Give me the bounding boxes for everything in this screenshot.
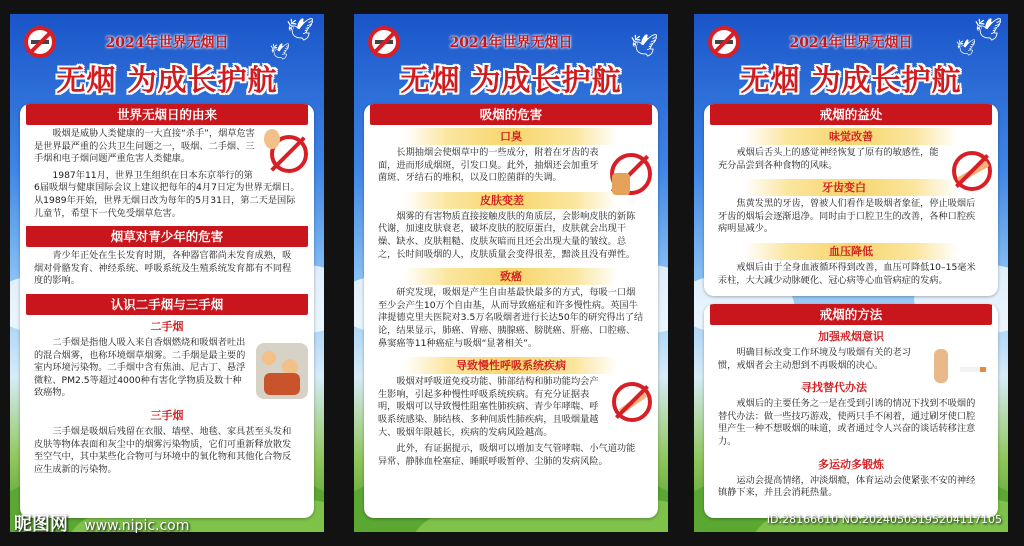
paragraph: 研究发现，吸烟是产生自由基最快最多的方式，每吸一口烟至少会产生10万个自由基，从而导致癌症和许多慢性病。英国牛津提德克里夫医院对3.5万名吸烟者进行长达50年的研究得出了结论，结果显示，肺癌、胃癌、胰腺癌、膀胱癌、肝癌、口腔癌、鼻窦癌等11种癌症与吸烟“显著相关”。 — [378, 287, 644, 349]
poster-panel-2 — [354, 14, 668, 532]
poster-headline: 无烟 为成长护航 — [740, 63, 962, 97]
paragraph: 1987年11月，世界卫生组织在日本东京举行的第6届吸烟与健康国际会议上建议把每年的4月7日定为世界无烟日。从1989年开始，世界无烟日改为每年的5月31日，第二天是国际儿童节，希望下一代免受烟草危害。 — [34, 169, 300, 219]
section-title: 世界无烟日的由来 — [26, 104, 308, 125]
image-id: ID:28166610 NO:20240503195204117105 — [766, 513, 1002, 526]
paragraph: 此外，有证据提示，吸烟可以增加支气管哮喘、小气道功能异常、静脉血栓塞症、睡眠呼吸暂停、尘肺的发病风险。 — [378, 443, 636, 467]
subsection-title: 牙齿变白 — [744, 179, 958, 196]
poster-panel-3 — [694, 14, 1008, 532]
year-line: 2024年世界无烟日 — [449, 35, 573, 51]
paragraph: 烟雾的有害物质直接接触皮肤的角质层，会影响皮肤的新陈代谢，加速皮肤衰老，破坏皮肤的胶原蛋白，皮肤就会出现干燥、缺水、皮肤粗糙、皮肤灰暗而且还会出现大量的皱纹。总之，长时间吸烟的人，皮肤质量会变得很差，黯淡且没有弹性。 — [378, 210, 636, 260]
subsection-title: 多运动多锻炼 — [818, 457, 884, 471]
poster-headline: 无烟 为成长护航 — [56, 63, 278, 97]
section-title: 吸烟的危害 — [370, 104, 652, 125]
content-card — [704, 104, 998, 296]
paragraph: 吸烟对呼吸道免疫功能、肺部结构和肺功能均会产生影响，引起多种慢性呼吸系统疾病。有充分证据表明，吸烟可以导致慢性阻塞性肺疾病、青少年哮喘、呼吸系统感染、肺结核、多种间质性肺疾病，且吸烟量越大、吸烟年限越长，疾病的发病风险越高。 — [378, 376, 599, 438]
paragraph: 三手烟是吸烟后残留在衣服、墙壁、地毯、家具甚至头发和皮肤等物体表面和灰尘中的烟雾污染物质，它们可重新释放散发至空气中，其中某些化合物可与环境中的氧化物和其他化合物反应生成新的污染物。 — [34, 425, 292, 475]
subsection-title: 三手烟 — [150, 408, 184, 422]
dove-icon: 🕊 — [630, 34, 658, 59]
no-smoking-illustration — [606, 149, 656, 199]
paragraph: 长期抽烟会使烟草中的一些成分，附着在牙齿的表面，进而形成烟斑，引发口臭。此外，抽烟还会加重牙菌斑、牙结石的堆积，以及口腔菌群的失调。 — [378, 147, 599, 184]
subsection-title: 皮肤变差 — [404, 192, 618, 209]
subsection-title: 加强戒烟意识 — [818, 330, 884, 343]
subsection-title: 导致慢性呼吸系统疾病 — [404, 357, 618, 374]
paragraph: 明确目标改变工作环境及与吸烟有关的老习惯，戒烟者会主动想到不再吸烟的决心。 — [718, 347, 911, 371]
watermark — [14, 510, 189, 536]
content-card — [704, 304, 998, 518]
smoke-family-illustration — [252, 339, 312, 403]
watermark-logo: 昵图网 — [14, 514, 68, 535]
dove-icon: 🕊 — [974, 18, 1002, 43]
dove-icon: 🕊 — [270, 42, 291, 61]
dove-icon: 🕊 — [286, 18, 314, 43]
paragraph: 二手烟是指他人吸入来自香烟燃烧和吸烟者吐出的混合烟雾，也称环境烟草烟雾。二手烟是最主要的室内环境污染物。二手烟中含有焦油、尼古丁、悬浮微粒、PM2.5等超过4000种有害化学物质及数十种致癌物。 — [34, 336, 246, 399]
section-title: 认识二手烟与三手烟 — [26, 294, 308, 315]
poster-headline: 无烟 为成长护航 — [400, 63, 622, 97]
subsection-title: 致癌 — [404, 268, 618, 285]
hand-refusing-cigarette-illustration — [930, 349, 996, 389]
no-smoking-illustration — [950, 149, 996, 193]
poster-panel-1 — [10, 14, 324, 532]
paragraph: 戒烟后舌头上的感觉神经恢复了原有的敏感性，能充分品尝到各种食物的风味。 — [718, 147, 939, 171]
paragraph: 运动会提高情绪，冲淡烟瘾，体育运动会使紧张不安的神经镇静下来，并且会消耗热量。 — [718, 474, 976, 499]
paragraph: 戒烟后的主要任务之一是在受到引诱的情况下找到不吸烟的替代办法：做一些技巧游戏，使两只手不闲着，通过刷牙使口腔里产生一种不想吸烟的味道，或者通过令人兴奋的谈话转移注意力。 — [718, 398, 976, 447]
subsection-title: 二手烟 — [150, 319, 184, 333]
dove-icon: 🕊 — [956, 38, 977, 57]
section-title: 戒烟的益处 — [710, 104, 992, 125]
year-line: 2024年世界无烟日 — [105, 35, 229, 51]
paragraph: 戒烟后由于全身血液循环得到改善，血压可降低10–15毫米汞柱，大大减少动脉硬化、冠心病等心血管病症的发病。 — [718, 261, 976, 286]
cigarette-illustration — [610, 378, 656, 422]
paragraph: 焦黄发黑的牙齿，曾被人们看作是吸烟者象征，停止吸烟后牙齿的烟垢会逐渐退净。同时由于口腔卫生的改善，各种口腔疾病明显减少。 — [718, 198, 976, 235]
paragraph: 吸烟是威胁人类健康的一大直接“杀手”，烟草危害是世界最严重的公共卫生问题之一，吸烟、二手烟、三手烟和电子烟问题严重危害人类健康。 — [34, 128, 255, 165]
section-title: 戒烟的方法 — [710, 304, 992, 325]
subsection-title: 血压降低 — [744, 243, 958, 260]
subsection-title: 口臭 — [404, 128, 618, 145]
subsection-title: 寻找替代办法 — [801, 381, 867, 395]
watermark-url: www.nipic.com — [84, 518, 190, 534]
content-card — [20, 104, 314, 518]
subsection-title: 味觉改善 — [744, 128, 958, 145]
section-title: 烟草对青少年的危害 — [26, 226, 308, 247]
paragraph: 青少年正处在生长发育时期，各种器官都尚未发育成熟，吸烟对骨骼发育、神经系统、呼吸系统及生殖系统发育都有不同程度的影响。 — [34, 250, 292, 287]
year-line: 2024年世界无烟日 — [789, 35, 913, 51]
no-smoking-illustration — [262, 127, 312, 177]
content-card — [364, 104, 658, 518]
